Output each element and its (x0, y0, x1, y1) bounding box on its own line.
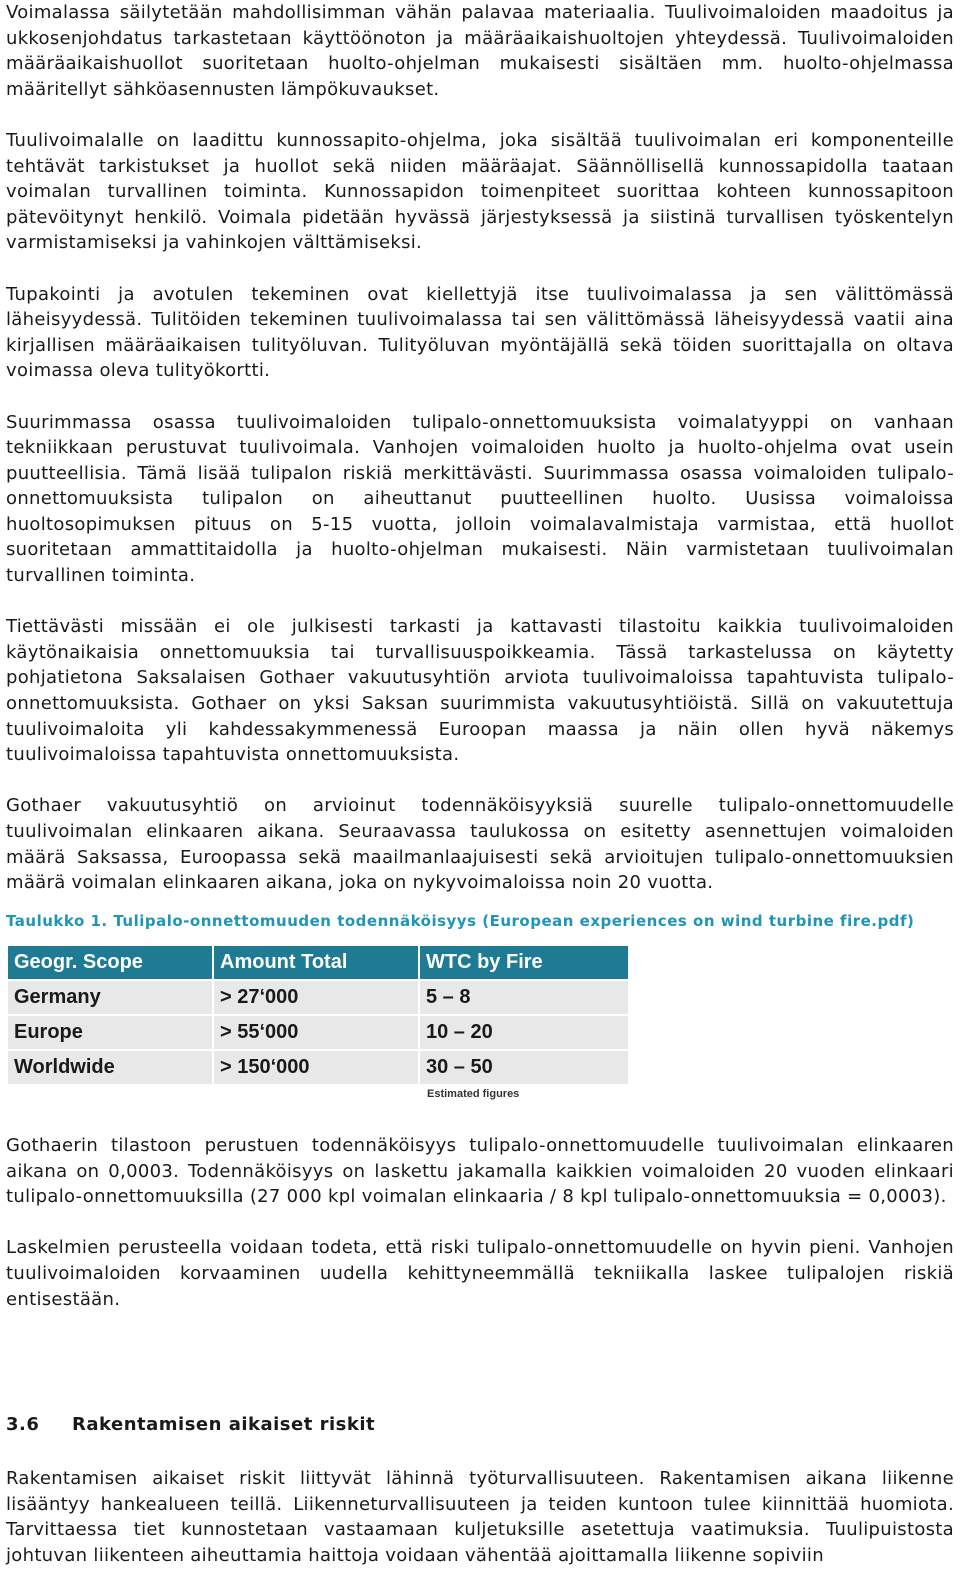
header-geogr-scope: Geogr. Scope (8, 946, 212, 979)
paragraph-old-turbines: Suurimmassa osassa tuulivoimaloiden tulipalo-onnettomuuksista voimalatyyppi on vanhaan tekniikkaan perustuvat tuulivoimala. Vanhojen voimaloiden huolto ja huolto-ohjelma ovat usein puutteellisia. Tämä lisää tulipalon riskiä merkittävästi. Suurimmassa osassa voimaloiden tulipalo-onnettomuuksista tulipalon on aiheuttanut puutteellinen huolto. Uusissa voimaloissa huoltosopimuksen pituus on 5-15 vuotta, jolloin voimalavalmistaja varmistaa, että huollot suoritetaan ammattitaidolla ja huolto-ohjelman mukaisesti. Näin varmistetaan tuulivoimalan turvallinen toiminta. (6, 411, 954, 587)
cell-amount: > 55‘000 (214, 1016, 418, 1049)
table-row (8, 1051, 628, 1084)
paragraph-maintenance-program: Tuulivoimalalle on laadittu kunnossapito-ohjelma, joka sisältää tuulivoimalan eri komponenteille tehtävät tarkistukset ja huollot sekä niiden määräajat. Säännöllisellä kunnossapidolla taataan voimalan turvallinen toiminta. Kunnossapidon toimenpiteet suorittaa kohteen kunnossapitoon pätevöitynyt henkilö. Voimala pidetään hyvässä järjestyksessä ja siistinä turvallisen työskentelyn varmistamiseksi ja vahinkojen välttämiseksi. (6, 129, 954, 254)
header-wtc-by-fire: WTC by Fire (420, 946, 628, 979)
cell-wtc: 30 – 50 (420, 1051, 628, 1084)
paragraph-conclusion: Laskelmien perusteella voidaan todeta, että riski tulipalo-onnettomuudelle on hyvin pieni. Vanhojen tuulivoimaloiden korvaaminen uudella kehittyneemmällä tekniikalla laskee tulipalojen riskiä entisestään. (6, 1237, 954, 1310)
fire-probability-table (6, 944, 630, 1086)
paragraph-statistics: Tiettävästi missään ei ole julkisesti tarkasti ja kattavasti tilastoitu kaikkia tuulivoimaloiden käytönaikaisia onnettomuuksia tai turvallisuuspoikkeamia. Tässä tarkastelussa on käytetty pohjatietona Saksalaisen Gothaer vakuutusyhtiön arviota tuulivoimaloissa tapahtuvista tulipalo-onnettomuuksista. Gothaer on yksi Saksan suurimmista vakuutusyhtiöistä. Sillä on vakuutettuja tuulivoimaloita yli kahdessakymmenessä Euroopan maassa ja näin ollen hyvä näkemys tuulivoimaloissa tapahtuvista onnettomuuksista. (6, 616, 954, 766)
section-heading (6, 1414, 375, 1435)
cell-wtc: 5 – 8 (420, 981, 628, 1014)
table-caption: Taulukko 1. Tulipalo-onnettomuuden todennäköisyys (European experiences on wind turbine fire.pdf) (6, 912, 915, 930)
section-number: 3.6 (6, 1414, 40, 1435)
table-note: Estimated figures (427, 1088, 520, 1100)
paragraph-gothaer-estimate: Gothaer vakuutusyhtiö on arvioinut todennäköisyyksiä suurelle tulipalo-onnettomuudelle tuulivoimalan elinkaaren aikana. Seuraavassa taulukossa on esitetty asennettujen voimaloiden määrä Saksassa, Euroopassa sekä maailmanlaajuisesti sekä arvioitujen tulipalo-onnettomuuksien määrä voimalan elinkaaren aikana, joka on nykyvoimaloissa noin 20 vuotta. (6, 795, 954, 894)
cell-amount: > 27‘000 (214, 981, 418, 1014)
header-amount-total: Amount Total (214, 946, 418, 979)
paragraph-fire-materials: Voimalassa säilytetään mahdollisimman vähän palavaa materiaalia. Tuulivoimaloiden maadoitus ja ukkosenjohdatus tarkastetaan käyttöönoton ja määräaikaishuoltojen yhteydessä. Tuulivoimaloiden määräaikaishuollot suoritetaan huolto-ohjelman mukaisesti sisältäen mm. huolto-ohjelmassa määritellyt sähköasennusten lämpökuvaukset. (6, 2, 954, 100)
paragraph-construction-risks: Rakentamisen aikaiset riskit liittyvät lähinnä työturvallisuuteen. Rakentamisen aikana liikenne lisääntyy hankealueen teillä. Liikenneturvallisuuteen ja teiden kuntoon tulee kiinnittää huomiota. Tarvittaessa tiet kunnostetaan vastaamaan kuljetuksille asetettuja vaatimuksia. Tuulipuistosta johtuvan liikenteen aiheuttamia haittoja voidaan vähentää ajoittamalla liikenne sopiviin (6, 1468, 954, 1566)
cell-scope: Germany (8, 981, 212, 1014)
table-header-row (8, 946, 628, 979)
after-table-body (6, 1133, 954, 1312)
section-body (6, 1466, 954, 1568)
cell-amount: > 150‘000 (214, 1051, 418, 1084)
table-row (8, 981, 628, 1014)
document-body (6, 0, 954, 896)
cell-scope: Europe (8, 1016, 212, 1049)
cell-scope: Worldwide (8, 1051, 212, 1084)
paragraph-probability-calc: Gothaerin tilastoon perustuen todennäköisyys tulipalo-onnettomuudelle tuulivoimalan elinkaaren aikana on 0,0003. Todennäköisyys on laskettu jakamalla kaikkien voimaloiden 20 vuoden elinkaari tulipalo-onnettomuuksilla (27 000 kpl voimalan elinkaaria / 8 kpl tulipalo-onnettomuuksia = 0,0003). (6, 1135, 954, 1208)
paragraph-smoking-hot-work: Tupakointi ja avotulen tekeminen ovat kiellettyjä itse tuulivoimalassa ja sen välittömässä läheisyydessä. Tulitöiden tekeminen tuulivoimalassa tai sen välittömässä läheisyydessä vaatii aina kirjallisen määräaikaisen tulityöluvan. Tulityöluvan myöntäjällä sekä töiden suorittajalla on oltava voimassa oleva tulityökortti. (6, 283, 954, 382)
table-row (8, 1016, 628, 1049)
section-title: Rakentamisen aikaiset riskit (72, 1414, 376, 1435)
cell-wtc: 10 – 20 (420, 1016, 628, 1049)
